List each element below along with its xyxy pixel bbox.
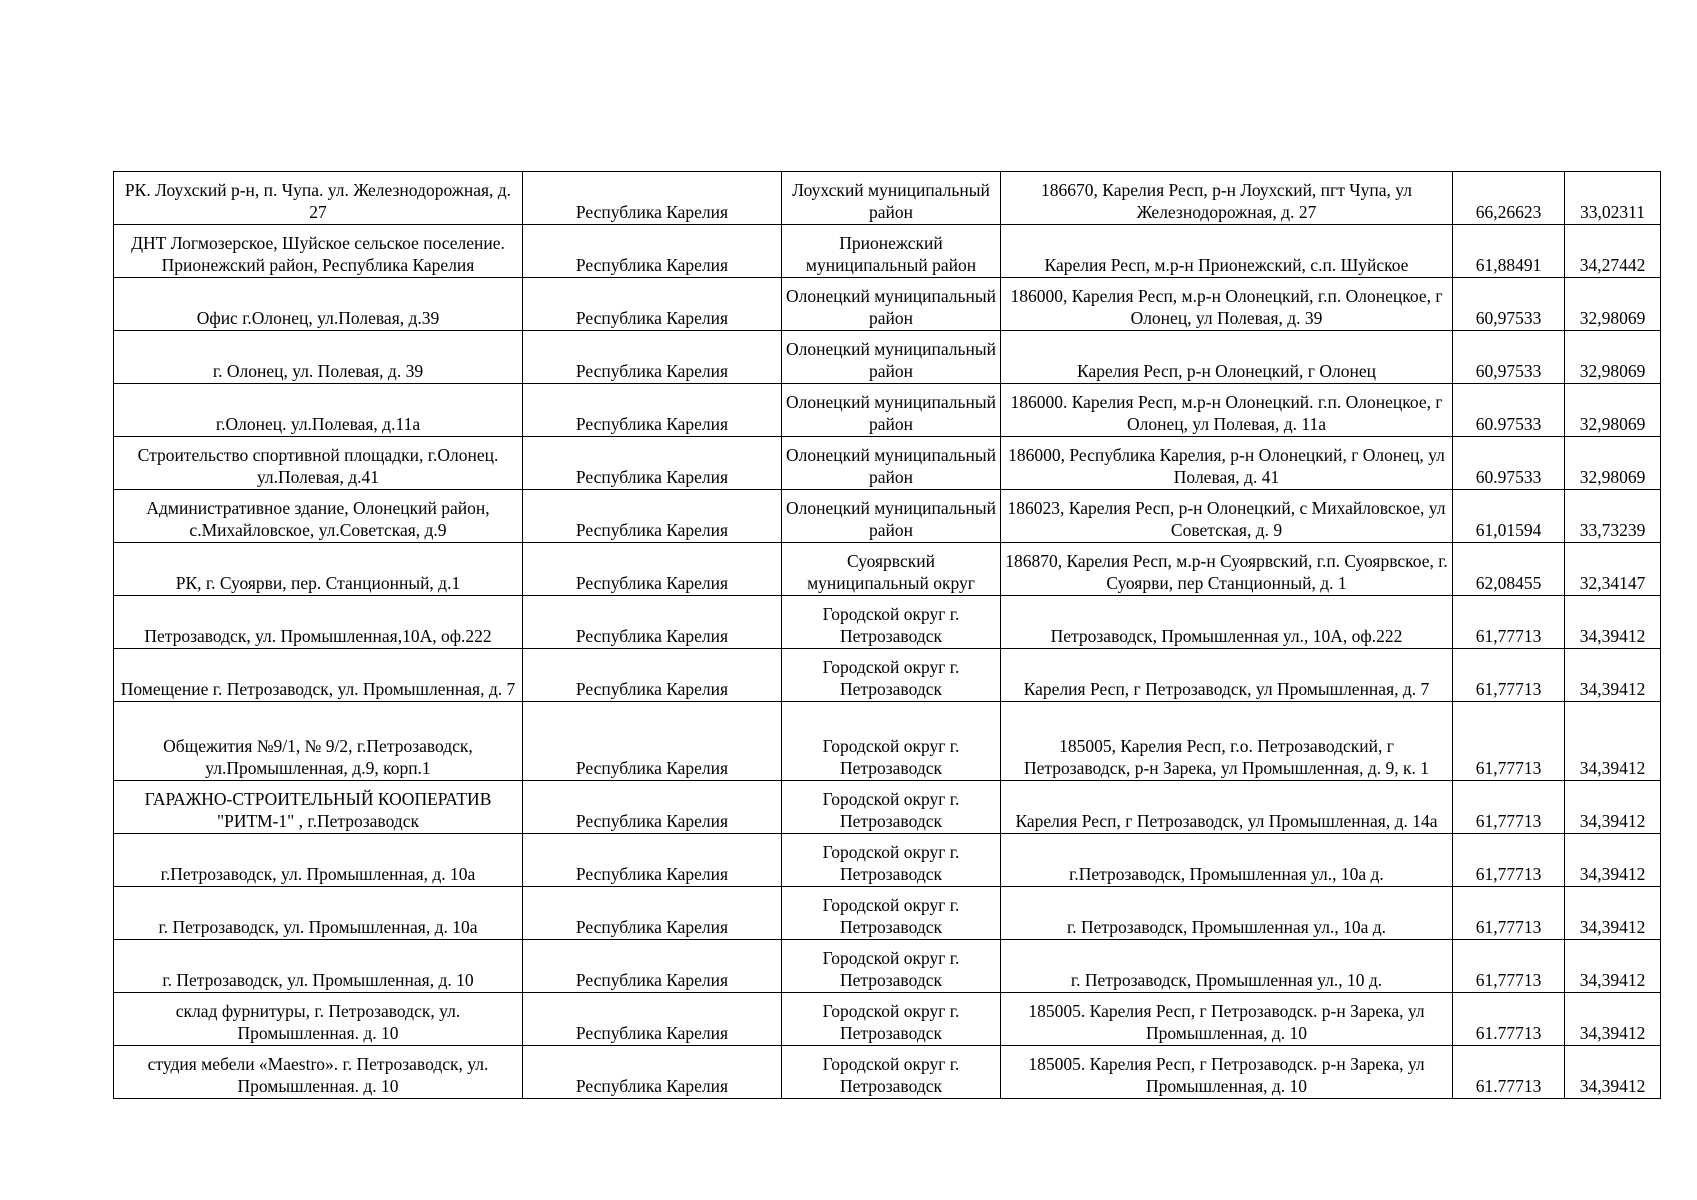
table-row: [114, 649, 1661, 702]
table-row: [114, 172, 1661, 225]
cell-longitude: 32,34147: [1565, 543, 1661, 596]
cell-object-name: РК. Лоухский р-н, п. Чупа. ул. Железнодорожная, д. 27: [114, 172, 523, 225]
cell-region: Республика Карелия: [523, 887, 782, 940]
cell-district: Суоярвский муниципальный округ: [782, 543, 1001, 596]
cell-longitude: 33,02311: [1565, 172, 1661, 225]
table-row: [114, 993, 1661, 1046]
cell-address: 185005, Карелия Респ, г.о. Петрозаводский, г Петрозаводск, р-н Зарека, ул Промышленная, д. 9, к. 1: [1001, 702, 1453, 781]
cell-latitude: 61.77713: [1453, 1046, 1565, 1099]
cell-longitude: 34,39412: [1565, 834, 1661, 887]
cell-object-name: г. Олонец, ул. Полевая, д. 39: [114, 331, 523, 384]
cell-address: 186000, Карелия Респ, м.р-н Олонецкий, г.п. Олонецкое, г Олонец, ул Полевая, д. 39: [1001, 278, 1453, 331]
cell-longitude: 34,39412: [1565, 649, 1661, 702]
cell-object-name: Строительство спортивной площадки, г.Олонец. ул.Полевая, д.41: [114, 437, 523, 490]
cell-district: Лоухский муниципальный район: [782, 172, 1001, 225]
cell-longitude: 34,39412: [1565, 781, 1661, 834]
cell-region: Республика Карелия: [523, 384, 782, 437]
cell-latitude: 60,97533: [1453, 278, 1565, 331]
cell-region: Республика Карелия: [523, 278, 782, 331]
cell-latitude: 66,26623: [1453, 172, 1565, 225]
cell-region: Республика Карелия: [523, 331, 782, 384]
cell-address: 185005. Карелия Респ, г Петрозаводск. р-н Зарека, ул Промышленная, д. 10: [1001, 993, 1453, 1046]
cell-object-name: Петрозаводск, ул. Промышленная,10А, оф.222: [114, 596, 523, 649]
cell-latitude: 62,08455: [1453, 543, 1565, 596]
cell-district: Олонецкий муниципальный район: [782, 437, 1001, 490]
cell-object-name: студия мебели «Maestro». г. Петрозаводск, ул. Промышленная. д. 10: [114, 1046, 523, 1099]
table-row: [114, 384, 1661, 437]
cell-longitude: 32,98069: [1565, 384, 1661, 437]
cell-latitude: 61,77713: [1453, 887, 1565, 940]
cell-region: Республика Карелия: [523, 781, 782, 834]
cell-district: Олонецкий муниципальный район: [782, 384, 1001, 437]
cell-address: Карелия Респ, р-н Олонецкий, г Олонец: [1001, 331, 1453, 384]
cell-region: Республика Карелия: [523, 596, 782, 649]
cell-address: Карелия Респ, м.р-н Прионежский, с.п. Шуйское: [1001, 225, 1453, 278]
cell-object-name: склад фурнитуры, г. Петрозаводск, ул. Промышленная. д. 10: [114, 993, 523, 1046]
cell-longitude: 34,39412: [1565, 993, 1661, 1046]
cell-address: г. Петрозаводск, Промышленная ул., 10а д.: [1001, 887, 1453, 940]
table-row: [114, 278, 1661, 331]
cell-address: 186023, Карелия Респ, р-н Олонецкий, с Михайловское, ул Советская, д. 9: [1001, 490, 1453, 543]
cell-address: 186000, Республика Карелия, р-н Олонецкий, г Олонец, ул Полевая, д. 41: [1001, 437, 1453, 490]
cell-district: Городской округ г. Петрозаводск: [782, 887, 1001, 940]
cell-latitude: 61,77713: [1453, 834, 1565, 887]
table-row: [114, 1046, 1661, 1099]
cell-region: Республика Карелия: [523, 834, 782, 887]
table-row: [114, 940, 1661, 993]
cell-region: Республика Карелия: [523, 437, 782, 490]
cell-region: Республика Карелия: [523, 993, 782, 1046]
table-body: [114, 172, 1661, 1099]
cell-address: Карелия Респ, г Петрозаводск, ул Промышленная, д. 7: [1001, 649, 1453, 702]
cell-latitude: 60.97533: [1453, 437, 1565, 490]
table-row: [114, 596, 1661, 649]
cell-address: г.Петрозаводск, Промышленная ул., 10а д.: [1001, 834, 1453, 887]
cell-longitude: 32,98069: [1565, 437, 1661, 490]
cell-latitude: 61,77713: [1453, 649, 1565, 702]
cell-latitude: 61,77713: [1453, 596, 1565, 649]
table-row: [114, 781, 1661, 834]
cell-district: Олонецкий муниципальный район: [782, 278, 1001, 331]
table-row: [114, 331, 1661, 384]
cell-longitude: 34,39412: [1565, 596, 1661, 649]
cell-address: 185005. Карелия Респ, г Петрозаводск. р-н Зарека, ул Промышленная, д. 10: [1001, 1046, 1453, 1099]
cell-latitude: 61.77713: [1453, 993, 1565, 1046]
cell-address: 186670, Карелия Респ, р-н Лоухский, пгт Чупа, ул Железнодорожная, д. 27: [1001, 172, 1453, 225]
cell-region: Республика Карелия: [523, 1046, 782, 1099]
cell-district: Олонецкий муниципальный район: [782, 331, 1001, 384]
table-row: [114, 702, 1661, 781]
cell-region: Республика Карелия: [523, 225, 782, 278]
cell-district: Городской округ г. Петрозаводск: [782, 781, 1001, 834]
cell-district: Городской округ г. Петрозаводск: [782, 649, 1001, 702]
cell-object-name: Общежития №9/1, № 9/2, г.Петрозаводск, ул.Промышленная, д.9, корп.1: [114, 702, 523, 781]
cell-address: Петрозаводск, Промышленная ул., 10А, оф.222: [1001, 596, 1453, 649]
cell-longitude: 34,27442: [1565, 225, 1661, 278]
cell-region: Республика Карелия: [523, 490, 782, 543]
cell-district: Городской округ г. Петрозаводск: [782, 834, 1001, 887]
table-row: [114, 225, 1661, 278]
cell-district: Городской округ г. Петрозаводск: [782, 596, 1001, 649]
cell-longitude: 34,39412: [1565, 887, 1661, 940]
cell-district: Городской округ г. Петрозаводск: [782, 993, 1001, 1046]
cell-district: Городской округ г. Петрозаводск: [782, 702, 1001, 781]
cell-address: 186000. Карелия Респ, м.р-н Олонецкий. г.п. Олонецкое, г Олонец, ул Полевая, д. 11а: [1001, 384, 1453, 437]
cell-longitude: 32,98069: [1565, 278, 1661, 331]
cell-region: Республика Карелия: [523, 649, 782, 702]
cell-longitude: 34,39412: [1565, 940, 1661, 993]
table-row: [114, 834, 1661, 887]
cell-address: Карелия Респ, г Петрозаводск, ул Промышленная, д. 14а: [1001, 781, 1453, 834]
cell-district: Городской округ г. Петрозаводск: [782, 1046, 1001, 1099]
cell-object-name: Административное здание, Олонецкий район, с.Михайловское, ул.Советская, д.9: [114, 490, 523, 543]
cell-longitude: 34,39412: [1565, 702, 1661, 781]
cell-region: Республика Карелия: [523, 940, 782, 993]
cell-object-name: Помещение г. Петрозаводск, ул. Промышленная, д. 7: [114, 649, 523, 702]
cell-latitude: 61,88491: [1453, 225, 1565, 278]
table-row: [114, 490, 1661, 543]
cell-district: Олонецкий муниципальный район: [782, 490, 1001, 543]
cell-object-name: ДНТ Логмозерское, Шуйское сельское поселение. Прионежский район, Республика Карелия: [114, 225, 523, 278]
cell-region: Республика Карелия: [523, 543, 782, 596]
cell-latitude: 60.97533: [1453, 384, 1565, 437]
cell-object-name: ГАРАЖНО-СТРОИТЕЛЬНЫЙ КООПЕРАТИВ "РИТМ-1" , г.Петрозаводск: [114, 781, 523, 834]
cell-district: Городской округ г. Петрозаводск: [782, 940, 1001, 993]
cell-longitude: 33,73239: [1565, 490, 1661, 543]
cell-object-name: Офис г.Олонец, ул.Полевая, д.39: [114, 278, 523, 331]
cell-object-name: г. Петрозаводск, ул. Промышленная, д. 10а: [114, 887, 523, 940]
cell-latitude: 61,77713: [1453, 940, 1565, 993]
cell-latitude: 61,01594: [1453, 490, 1565, 543]
cell-object-name: РК, г. Суоярви, пер. Станционный, д.1: [114, 543, 523, 596]
cell-latitude: 61,77713: [1453, 702, 1565, 781]
cell-district: Прионежский муниципальный район: [782, 225, 1001, 278]
cell-longitude: 32,98069: [1565, 331, 1661, 384]
cell-longitude: 34,39412: [1565, 1046, 1661, 1099]
table-row: [114, 887, 1661, 940]
cell-region: Республика Карелия: [523, 172, 782, 225]
table-row: [114, 543, 1661, 596]
cell-latitude: 60,97533: [1453, 331, 1565, 384]
table-row: [114, 437, 1661, 490]
cell-object-name: г.Петрозаводск, ул. Промышленная, д. 10а: [114, 834, 523, 887]
locations-table: [113, 171, 1661, 1099]
cell-address: г. Петрозаводск, Промышленная ул., 10 д.: [1001, 940, 1453, 993]
cell-region: Республика Карелия: [523, 702, 782, 781]
cell-address: 186870, Карелия Респ, м.р-н Суоярвский, г.п. Суоярвское, г. Суоярви, пер Станционный, д. 1: [1001, 543, 1453, 596]
cell-object-name: г.Олонец. ул.Полевая, д.11а: [114, 384, 523, 437]
cell-object-name: г. Петрозаводск, ул. Промышленная, д. 10: [114, 940, 523, 993]
cell-latitude: 61,77713: [1453, 781, 1565, 834]
